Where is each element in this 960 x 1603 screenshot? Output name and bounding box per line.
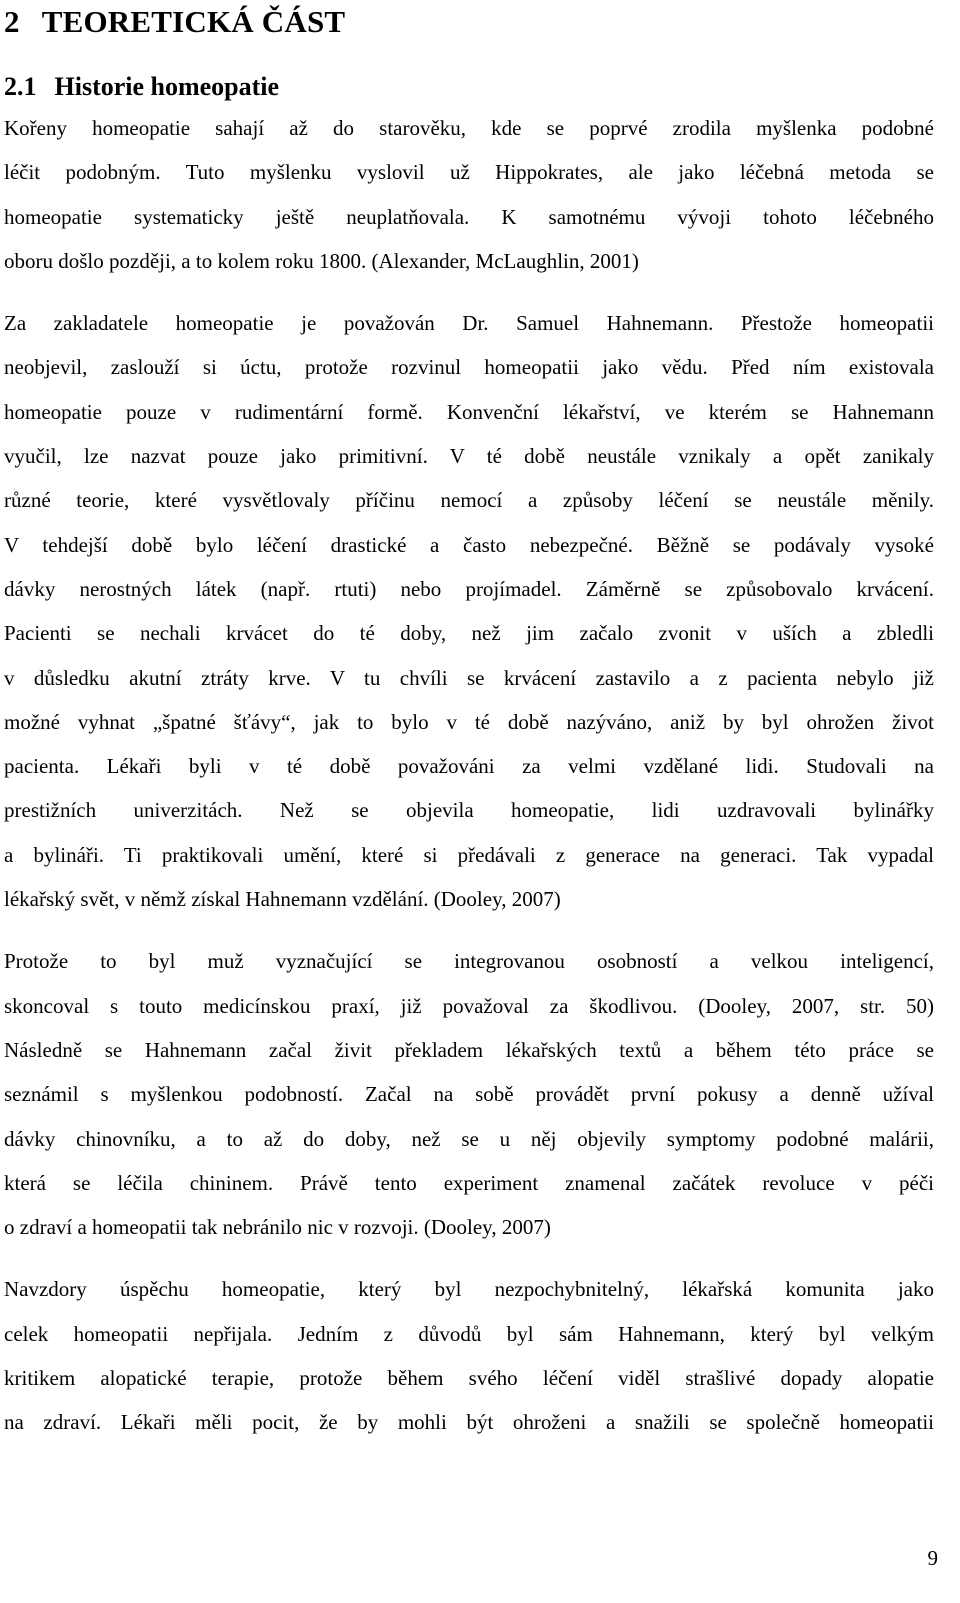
text-line: v důsledku akutní ztráty krve. V tu chvíli se krvácení zastavilo a z pacienta nebylo již [4, 665, 934, 690]
text-line: Protože to byl muž vyznačující se integrovanou osobností a velkou inteligencí, [4, 949, 934, 974]
text-line: na zdraví. Lékaři měli pocit, že by mohli být ohroženi a snažili se společně homeopatii [4, 1410, 934, 1435]
section-number: 2.1 [4, 72, 37, 101]
text-line: Za zakladatele homeopatie je považován Dr. Samuel Hahnemann. Přestože homeopatii [4, 311, 934, 336]
paragraph-reception [4, 1267, 934, 1444]
chapter-number: 2 [4, 4, 20, 39]
paragraph-founder [4, 301, 934, 921]
text-line: celek homeopatii nepřijala. Jedním z důvodů byl sám Hahnemann, který byl velkým [4, 1321, 934, 1346]
text-line: dávky nerostných látek (např. rtuti) nebo projímadel. Záměrně se způsobovalo krvácení. [4, 576, 934, 601]
text-line: lékařský svět, v němž získal Hahnemann vzdělání. (Dooley, 2007) [4, 887, 561, 912]
text-line: která se léčila chininem. Právě tento experiment znamenal začátek revoluce v péči [4, 1170, 934, 1195]
text-line: Kořeny homeopatie sahají až do starověku, kde se poprvé zrodila myšlenka podobné [4, 116, 934, 140]
text-line: homeopatie pouze v rudimentární formě. Konvenční lékařství, ve kterém se Hahnemann [4, 399, 934, 424]
text-line: Pacienti se nechali krvácet do té doby, než jim začalo zvonit v uších a zbledli [4, 621, 934, 646]
text-line: různé teorie, které vysvětlovaly příčinu nemocí a způsoby léčení se neustále měnily. [4, 488, 934, 513]
text-line: kritikem alopatické terapie, protože během svého léčení viděl strašlivé dopady alopatie [4, 1366, 934, 1391]
document-page [4, 0, 934, 1445]
text-line: Navzdory úspěchu homeopatie, který byl nezpochybnitelný, lékařská komunita jako [4, 1277, 934, 1302]
text-line: možné vyhnat „špatné šťávy“, jak to bylo v té době nazýváno, aniž by byl ohrožen život [4, 709, 934, 734]
text-line: oboru došlo později, a to kolem roku 1800. (Alexander, McLaughlin, 2001) [4, 248, 639, 273]
text-line: pacienta. Lékaři byli v té době považováni za velmi vzdělané lidi. Studovali na [4, 754, 934, 779]
text-line: dávky chinovníku, a to až do doby, než se u něj objevily symptomy podobné malárii, [4, 1126, 934, 1151]
text-line: Následně se Hahnemann začal živit překladem lékařských textů a během této práce se [4, 1037, 934, 1062]
paragraph-roots [4, 106, 934, 283]
text-line: o zdraví a homeopatii tak nebránilo nic v rozvoji. (Dooley, 2007) [4, 1215, 551, 1240]
text-line: vyučil, lze nazvat pouze jako primitivní. V té době neustále vznikaly a opět zanikaly [4, 444, 934, 469]
text-line: neobjevil, zaslouží si úctu, protože rozvinul homeopatii jako vědu. Před ním existovala [4, 355, 934, 380]
text-line: skoncoval s touto medicínskou praxí, již považoval za škodlivou. (Dooley, 2007, str. 50) [4, 993, 934, 1018]
section-heading [4, 70, 934, 104]
chapter-title: TEORETICKÁ ČÁST [41, 4, 346, 39]
chapter-heading [4, 0, 934, 42]
text-line: léčit podobným. Tuto myšlenku vyslovil už Hippokrates, ale jako léčebná metoda se [4, 160, 934, 185]
paragraph-practice [4, 939, 934, 1249]
section-title: Historie homeopatie [54, 72, 280, 101]
text-line: homeopatie systematicky ještě neuplatňovala. K samotnému vývoji tohoto léčebného [4, 204, 934, 229]
text-line: V tehdejší době bylo léčení drastické a často nebezpečné. Běžně se podávaly vysoké [4, 532, 934, 557]
text-line: a bylináři. Ti praktikovali umění, které si předávali z generace na generaci. Tak vypadal [4, 842, 934, 867]
text-line: seznámil s myšlenkou podobností. Začal na sobě provádět první pokusy a denně užíval [4, 1082, 934, 1107]
page-number: 9 [927, 1546, 938, 1570]
text-line: prestižních univerzitách. Než se objevila homeopatie, lidi uzdravovali bylinářky [4, 798, 934, 823]
